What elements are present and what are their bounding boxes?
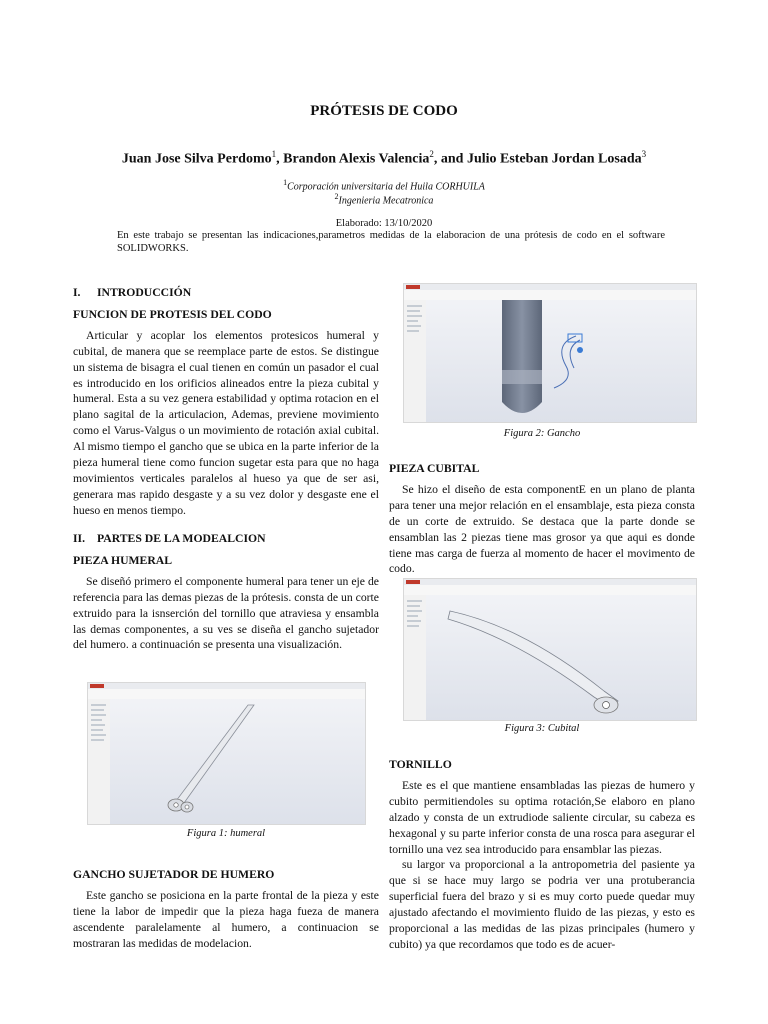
author-name: Brandon Alexis Valencia (283, 151, 430, 167)
author-name: Juan Jose Silva Perdomo (121, 151, 272, 167)
right-column-cubital (389, 461, 695, 577)
author-sup: 1 (271, 149, 277, 159)
author-separator: , (276, 151, 284, 167)
affiliation-sup: 2 (334, 192, 339, 201)
section-heading-1: I. INTRODUCCIÓN (73, 286, 192, 299)
section-heading-2: II. PARTES DE LA MODEALCION (73, 532, 266, 545)
affiliation-1 (0, 178, 768, 192)
paragraph-tornillo-2: su largor va proporcional a la antropometria del pasiente ya que si se hace muy largo se podria ver una protuberancia superficial fuera del brazo y si es muy corto puede quedar muy ajustado afectando el movimiento fluido de las piezas, y esto es proporcional a las medidas de las pizas principales (humero y cubito) ya que recordamos que todo es de acuer- (389, 858, 695, 951)
paragraph-gancho: Este gancho se posiciona en la parte frontal de la pieza y este tiene la labor de impedir que la pieza haga fueza de manera ascendente paralelamente al humero, a continuacion se mostraran las medidas de modelacion. (73, 888, 379, 950)
author-separator: , and (433, 151, 467, 167)
subsection-heading: TORNILLO (389, 758, 452, 771)
subsection-heading: PIEZA CUBITAL (389, 462, 480, 475)
subsection-heading: PIEZA HUMERAL (73, 553, 173, 567)
subsection-heading: GANCHO SUJETADOR DE HUMERO (73, 868, 275, 881)
affiliation-text: Corporación universitaria del Huila CORHUILA (287, 181, 485, 193)
subsection-heading: FUNCION DE PROTESIS DEL CODO (73, 307, 272, 321)
figure-gancho (403, 283, 697, 423)
paragraph-cubital: Se hizo el diseño de esta componentE en un plano de planta para tener una mejor relación en el ensamblaje, esta pieza consta de un corte de extruido. Se destaca que la parte donde se ensamblan las 2 piezas tiene mas grosor ya que aqui es donde tiene mas carga de fuerza al momento de hacer el movimento de codo. (389, 482, 695, 576)
right-column-tornillo (389, 757, 695, 953)
left-column-top (73, 285, 379, 519)
figure-1-caption: Figura 1: humeral (186, 828, 266, 839)
paragraph-tornillo-1: Este es el que mantiene ensambladas las piezas de humero y cubito permitiendoles su optima rotación,Se elaboro en plano alzado y consta de un extrudiode saliente circular, su cabeza es hexagonal y su parte inferior consta de una rosca para asegurar el tornillo una vez sea introducido para ensamblar las piezas. (389, 778, 695, 856)
figure-humeral (87, 682, 366, 825)
left-column-gancho (73, 867, 379, 952)
abstract: En este trabajo se presentan las indicaciones,parametros medidas de la elaboracion de una prótesis de codo en el software SOLIDWORKS. (117, 230, 665, 254)
affiliation-sup: 1 (283, 178, 288, 187)
left-column-section2 (73, 531, 379, 653)
affiliation-text: Ingenieria Mecatronica (338, 195, 434, 207)
author-sup: 2 (429, 149, 434, 159)
paragraph-intro: Articular y acoplar los elementos protesicos humeral y cubital, de manera que se reemplace parte de estos. Se distingue un sistema de bisagra el cual tienen en común un pasador el cual es introducido en los orificios alineados entre la pieza cubital y humeral. Esta a su vez genera estabilidad y optima rotacion en el plano sagital de la articulacion, Ademas, previene movimiento como el Varus-Valgus o un movimiento de rotación axial cubital. Al mismo tiempo el gancho que se ubica en la parte inferior de la pieza humeral tiene como funcion sugetar esta para que no haga movimientos verticales paralelos al hueso ya que de ser asi, generara mas rapido desgaste y a su vez dolor y desgaste ene el hueso en menos tiempo. (73, 328, 379, 517)
paper-title: PRÓTESIS DE CODO (310, 103, 458, 119)
author-line (0, 149, 768, 168)
affiliation-2 (0, 192, 768, 206)
figure-cubital (403, 578, 697, 721)
figure-2-caption: Figura 2: Gancho (503, 428, 581, 439)
paragraph-humeral: Se diseñó primero el componente humeral para tener un eje de referencia para las demas piezas de la prótesis. consta de un corte extruido para la isnserción del tornillo que atraviesa y ensambla las demas componentes, a su ves se diseña el gancho sujetador del humero. a continuación se presenta una visualización. (73, 574, 379, 652)
author-name: Julio Esteban Jordan Losada (466, 151, 642, 167)
date-line: Elaborado: 13/10/2020 (335, 218, 433, 229)
figure-3-caption: Figura 3: Cubital (504, 723, 580, 734)
author-sup: 3 (641, 149, 647, 159)
